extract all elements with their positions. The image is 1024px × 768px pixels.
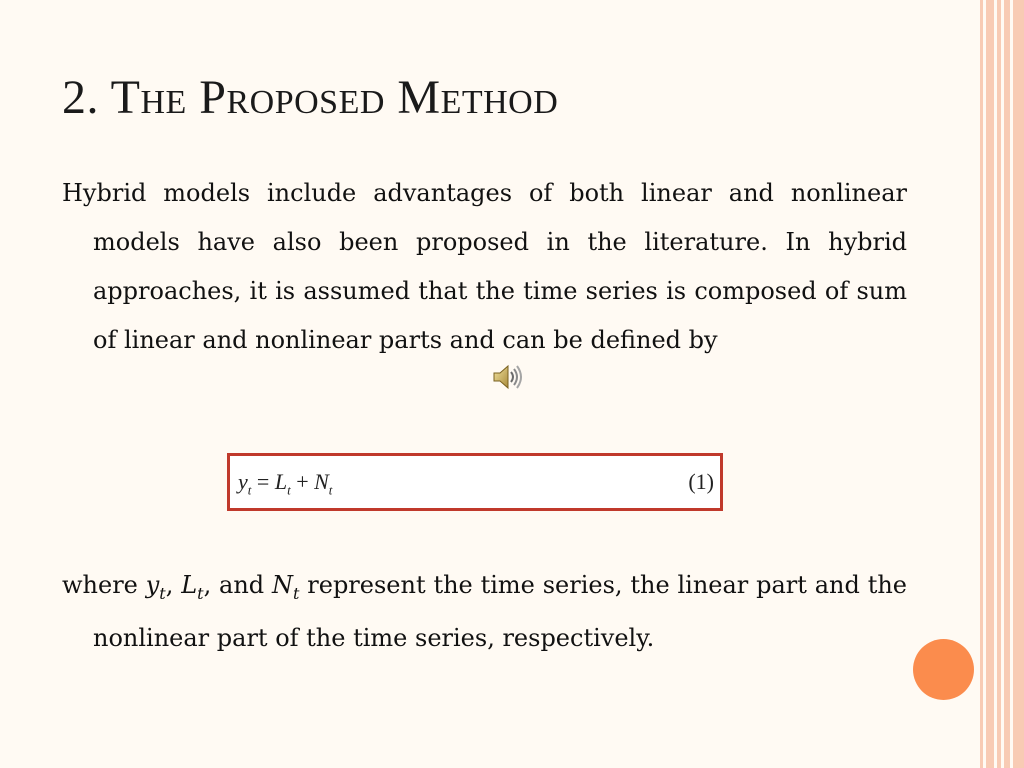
- speaker-icon[interactable]: [491, 362, 525, 392]
- decorative-stripe: [980, 0, 983, 768]
- slide-title: 2. The Proposed Method: [62, 71, 559, 124]
- decorative-stripe: [986, 0, 994, 768]
- equation-box: [227, 453, 723, 511]
- equation-formula: $y_t = L_t + N_t$: [238, 469, 333, 498]
- decorative-stripe: [1013, 0, 1024, 768]
- decorative-stripe: [1004, 0, 1010, 768]
- decorative-stripe: [997, 0, 1001, 768]
- body-paragraph: where $y_t$, $L_t$, and $N_t$ represent the time series, the linear part and the nonlinear part of the time series, respectively.: [62, 571, 908, 652]
- decorative-circle: [913, 639, 974, 700]
- equation-number: (1): [688, 469, 714, 494]
- body-paragraph: Hybrid models include advantages of both linear and nonlinear models have also been proposed in the literature. In hybrid approaches, it is assumed that the time series is composed of sum of linear and nonlinear parts and can be defined by: [62, 179, 907, 354]
